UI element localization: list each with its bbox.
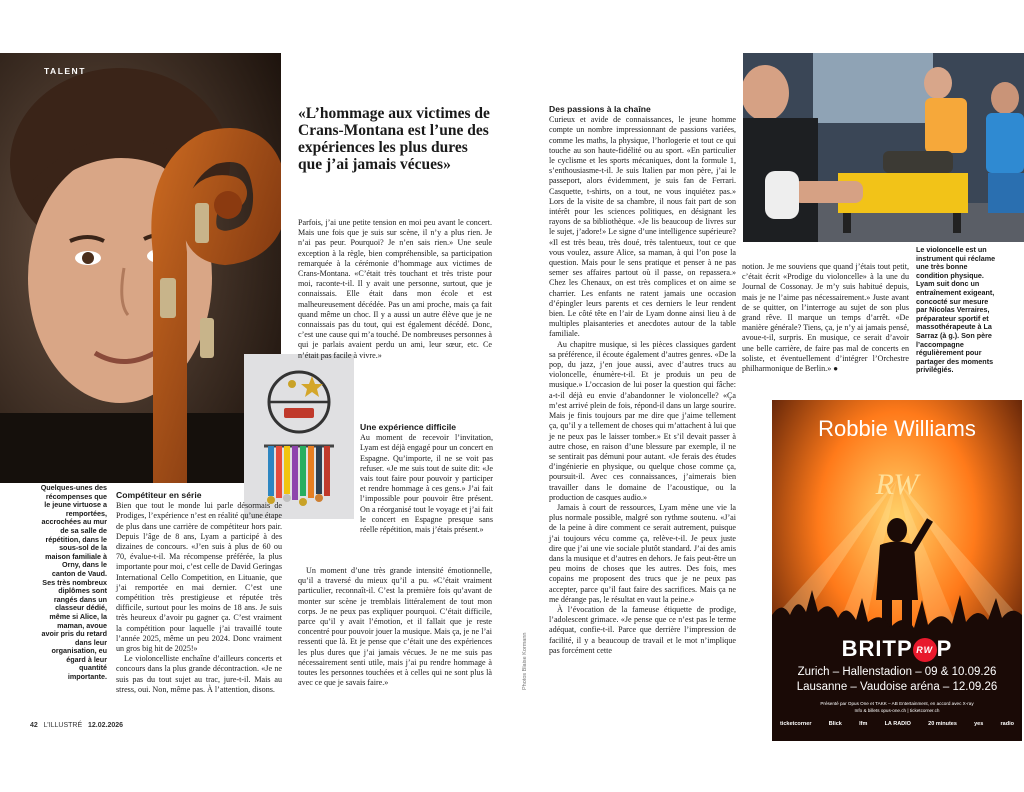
paragraph: Curieux et avide de connaissances, le jeune homme compte un nombre impressionnant de passions variées, comme les maths, la physique, l’horlogerie et tout ce qui touche au son haute-fidélité ou au sport. «En particulier le cyclisme et les sports mécaniques, dont la formule 1, s’enthousiasme-t-il. Je suis Italien par mon père, j’ai le passeport, alors évidemment, je suis fan de Ferrari. Casquette, t-shirts, on a tout, ne vous inquiétez pas.» Lors de la visite de sa chambre, il nous fait part de son intérêt pour les sciences politiques, en désignant les rayons de sa bibliothèque. «Je lis beaucoup de livres sur le sujet, j’adore!» Le signe d’une intelligence supérieure? «Il est très beau, très doué, très talentueux, tout ce que vous voulez, assure Alice, sa maman, à qui l’on pose la question. Mais pour le sens pratique et penser à ne pas semer ses affaires partout où il passe, on repassera.» Chez les Chenaux, on est très complices et on aime se charrier. Les enfants ne ratent jamais une occasion d’épingler leurs parents et ces derniers le leur rendent bien. Le côté tête en l’air de Lyam donne ainsi lieu à de multiples plaisanteries et anecdotes autour de la table familiale.	[549, 115, 736, 339]
training-illustration	[743, 53, 1024, 242]
paragraph: Le violoncelliste enchaîne d’ailleurs concerts et concours dans la plus grande décontraction. «Je ne suis pas du tout sujet au trac, jure-t-il. Mais au stress, oui. Non, même pas. À l’attention, disons.	[116, 654, 282, 694]
portrait-illustration	[0, 53, 281, 483]
caption-left: Quelques-unes des récompenses que le jeune virtuose a remportées, accrochées au mur de sa salle de répétition, dans le sous-sol de la maison familiale à Orny, dans le canton de Vaud. Ses très nombreux diplômes sont rangés dans un classeur dédié, même si Alice, la maman, avoue avoir pris du retard dans leur organisation, eu égard à leur quantité importante.	[40, 483, 107, 682]
ad-presenter: Présenté par Opus One et TAKK – AB Entertainment, en accord avec X-ray	[820, 701, 974, 706]
ad-info-link[interactable]: Info & billets opus-one.ch | ticketcorner.ch	[854, 708, 940, 713]
magazine-name: L’ILLUSTRÉ	[43, 722, 83, 729]
sponsor-logo: LA RADIO	[884, 721, 911, 727]
footer	[30, 722, 123, 729]
ad-tour-word-2: P	[936, 636, 953, 661]
issue-date: 12.02.2026	[88, 722, 124, 729]
ad-artist-name: Robbie Williams	[818, 416, 976, 441]
paragraph: notion. Je me souviens que quand j’étais tout petit, c’était écrit «Prodige du violoncelle» à la une du Journal de Cossonay. Je m’y suis habitué depuis, mais je ne l’aime pas nécessairement.» Juste avant de se quitter, on l’interroge au sujet de son plus grand rêve. Il marque un temps d’arrêt. «De manière générale? Tiens, ça, je n’y ai jamais pensé, avoue-t-il, surpris. En musique, ce serait d’avoir une belle carrière, de faire pas mal de concerts en soliste, et éventuellement d’intégrer l’Orchestre philharmonique de Berlin.» ●	[742, 262, 909, 374]
article-column-2-bottom	[298, 566, 492, 688]
paragraph: Au chapitre musique, si les pièces classiques gardent sa préférence, il écoute également d’autres genres. «De la pop, du jazz, j’en joue aussi, avec d’autres trucs au violoncelle, énumère-t-il. Et je produis un peu de musique.» L’occasion de lui poser la question qui fâche: a-t-il déjà eu envie d’abandonner le violoncelle? «Ça m’est arrivé plein de fois, répond-il dans un large sourire. Mais je finis toujours par me dire que j’aime tellement ça, qu’il y a tellement de choses qui m’attachent à lui que je ne peux pas le laisser tomber.» Et s’il devait passer à autre chose, en raison d’une blessure par exemple, il ne se sentirait pas démuni pour autant. «Je ferais des études d’ingénierie en physique, ou quelque chose comme ça, poursuit-il. Avec ces connaissances, j’aimerais bien travailler dans le domaine de l’acoustique, ou la production de casques audio.»	[549, 339, 736, 502]
paragraph: Jamais à court de ressources, Lyam mène une vie la plus normale possible, malgré son rythme soutenu. «J’ai de la peine à dire comment ce serait autrement, puisque j’ai toujours vécu comme ça, relève-t-il. Je peux juste dire que j’ai une vie sociale plutôt standard. J’ai des amis dans la musique et d’autres en dehors. Je fais peut-être un peu moins de choses que les autres. Des fois, mes copains me proposent des trucs que je ne peux pas accepter, parce qu’il faut faire des sacrifices. Mais ça ne me dérange pas, le résultat en vaut la peine.»	[549, 502, 736, 604]
article-column-3	[549, 102, 736, 656]
ad-tour-word-1: BRITP	[841, 636, 913, 661]
sponsor-logo: Blick	[828, 721, 842, 727]
article-column-4	[742, 262, 909, 374]
portrait-photo	[0, 53, 281, 483]
paragraph: Parfois, j’ai une petite tension en moi peu avant le concert. Mais une fois que je suis sur scène, il n’y a plus rien. Je n’ai pas peur. Pourquoi? Je n’en sais rien.» Une seule exception à la règle, bien compréhensible, sa participation remarquée à la cérémonie d’hommage aux victimes de Crans-Montana. «C’était très touchant et très triste pour moi, raconte-t-il. Il y avait une personne, surtout, que je connaissais. Elle était dans mon école et est malheureusement décédée. Pas un ami proche, mais ça fait quand même un choc. Il y a aussi un autre élève que je ne connaissais pas du tout, qui est également décédé. Donc, c’est une cause qui m’a touché. De nombreuses personnes à qui je parlais avaient perdu un ami, leur sœur, etc. Ce n’était pas facile à vivre.»	[298, 218, 492, 360]
sponsor-logo: radio	[1000, 721, 1014, 727]
article-column-2-mid	[360, 420, 493, 535]
ad-sponsors	[780, 721, 1014, 727]
ad-date-lausanne: Lausanne – Vaudoise aréna – 12.09.26	[796, 681, 998, 693]
subhead-competiteur: Compétiteur en série	[116, 490, 202, 500]
article-column-2-top	[298, 218, 492, 361]
page-number: 42	[30, 722, 38, 729]
ad-tour-badge: RW	[913, 638, 937, 662]
paragraph: Un moment d’une très grande intensité émotionnelle, qu’il a traversé du mieux qu’il a pu. «C’était vraiment particulier, reconnaît-il. C’est la première fois qu’avant de monter sur scène je tremblais littéralement de tout mon corps. Je ne peux pas expliquer pourquoi. C’était difficile, parce qu’il y avait l’émotion, et il fallait que je reste concentré pour pouvoir jouer la musique. Mais ça, je ne l’ai ressenti que là. Et je pense que c’était une des expériences les plus dures que j’ai jamais vécues. Je ne me suis pas nécessairement senti utile, mais j’ai pu rendre hommage à toutes les personnes touchées et à celles qui ne sont plus là avec ce que je savais faire.»	[298, 566, 492, 688]
sponsor-logo: yes	[974, 721, 984, 727]
photo-credit: Photos Blaise Kormann	[522, 632, 528, 690]
paragraph: Au moment de recevoir l’invitation, Lyam est déjà engagé pour un concert en Espagne. Qu’importe, il ne se voit pas refuser. «Je me suis tout de suite dit: «Je vais tout faire pour pouvoir y participer et rendre hommage à ces gens.» J’ai fait l’impossible pour pouvoir être présent. On a réorganisé tout le voyage et j’ai fait le concert en Espagne presque sans réelle répétition, mais j’étais présent.»	[360, 433, 493, 535]
subhead-passions: Des passions à la chaîne	[549, 104, 651, 114]
ad-tour-title	[772, 636, 1022, 662]
sponsor-logo: 20 minutes	[928, 721, 957, 727]
section-tag: TALENT	[44, 66, 86, 76]
sponsor-logo: ticketcorner	[780, 721, 812, 727]
subhead-experience: Une expérience difficile	[360, 422, 456, 432]
training-photo	[743, 53, 1024, 242]
paragraph: Bien que tout le monde lui parle désormais de Prodiges, l’expérience n’est en réalité qu’une étape de plus dans une carrière de compétiteur hors pair. Depuis l’âge de 8 ans, Lyam a participé à des dizaines de concours. «J’en suis à plus de 60 ou 70, évalue-t-il. Ma récompense préférée, la plus importante pour moi, c’est celle de David Geringas International Cello Competition, en Lituanie, que j’ai remportée en mai dernier. C’est une compétition très prestigieuse et réputée très difficile, surtout pour les moins de 18 ans. Je suis très heureux d’avoir pu gagner ça. C’est vraiment la compétition pour laquelle j’ai travaillé toute l’année 2025, même un peu 2024. Donc vraiment un gros big hit de 2025!»	[116, 501, 282, 654]
article-column-1	[116, 488, 282, 695]
headline: «L’hommage aux victimes de Crans-Montana est l’une des expériences les plus dures que j’ai jamais vécues»	[298, 105, 490, 173]
sponsor-logo: lfm	[859, 721, 868, 727]
caption-right: Le violoncelle est un instrument qui réclame une très bonne condition physique. Lyam suit donc un entraînement exigeant, concocté sur mesure par Nicolas Verraires, préparateur sportif et massothérapeute à La Sarraz (à g.). Son père l’accompagne régulièrement pour partager des moments privilégiés.	[916, 245, 996, 375]
ad-date-zurich: Zurich – Hallenstadion – 09 & 10.09.26	[797, 666, 997, 678]
ad-rw-logo: RW	[875, 468, 919, 501]
paragraph: À l’évocation de la fameuse étiquette de prodige, l’adolescent grimace. «Je pense que ce n’est pas le terme adéquat, confie-t-il. Parce que derrière l’impression de facilité, il y a beaucoup de travail et le mot n’implique pas forcément cette	[549, 604, 736, 655]
concert-ad[interactable]	[772, 400, 1022, 741]
